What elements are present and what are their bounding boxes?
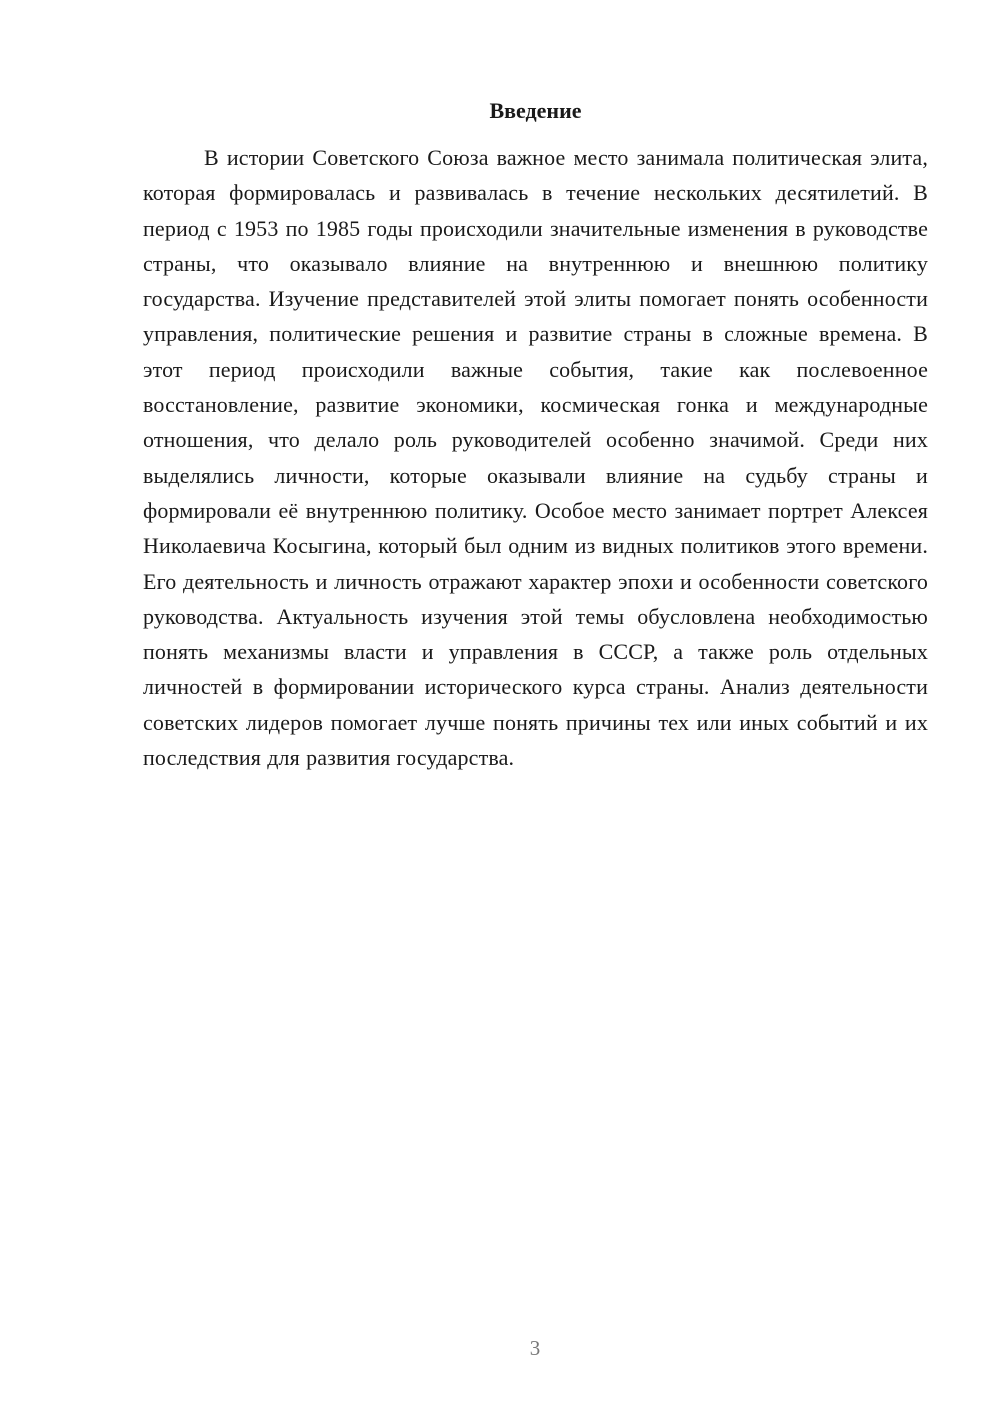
- section-heading: Введение: [489, 98, 582, 123]
- page-number: 3: [529, 1336, 541, 1360]
- body-paragraph: В истории Советского Союза важное место занимала политическая элита, которая формировалась и развивалась в течение нескольких десятилетий. В период с 1953 по 1985 годы происходили значительные изменения в руководстве страны, что оказывало влияние на внутреннюю и внешнюю политику государства. Изучение представителей этой элиты помогает понять особенности управления, политические решения и развитие страны в сложные времена. В этот период происходили важные события, такие как послевоенное восстановление, развитие экономики, космическая гонка и международные отношения, что делало роль руководителей особенно значимой. Среди них выделялись личности, которые оказывали влияние на судьбу страны и формировали её внутреннюю политику. Особое место занимает портрет Алексея Николаевича Косыгина, который был одним из видных политиков этого времени. Его деятельность и личность отражают характер эпохи и особенности советского руководства. Актуальность изучения этой темы обусловлена необходимостью понять механизмы власти и управления в СССР, а также роль отдельных личностей в формировании исторического курса страны. Анализ деятельности советских лидеров помогает лучше понять причины тех или иных событий и их последствия для развития государства.: [143, 145, 928, 771]
